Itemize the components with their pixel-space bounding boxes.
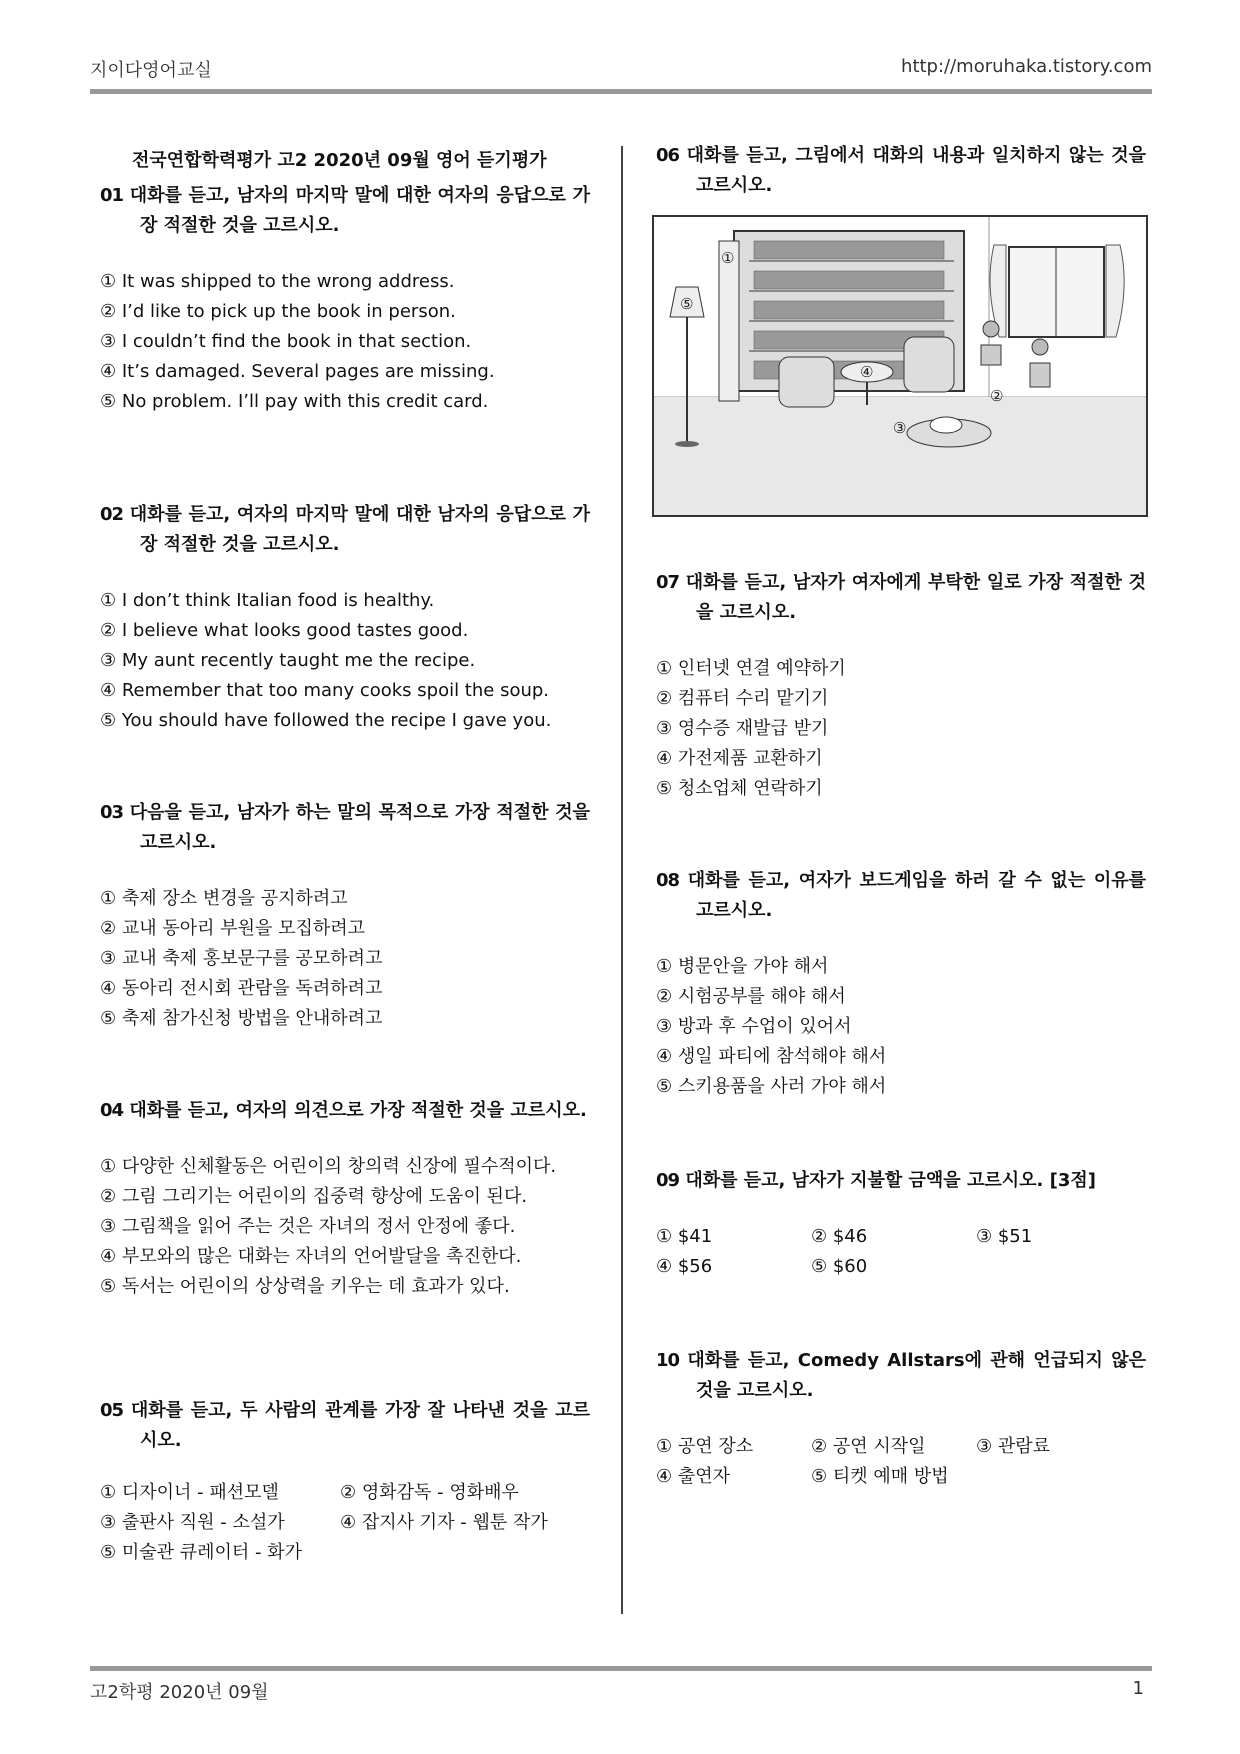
question-6 [656, 141, 1146, 201]
page-number: 1 [1132, 1678, 1144, 1699]
option-2[interactable]: ② 그림 그리기는 어린이의 집중력 향상에 도움이 된다. [100, 1186, 528, 1207]
option-2[interactable]: ② 공연 시작일 [811, 1436, 926, 1457]
header-url[interactable]: http://moruhaka.tistory.com [901, 56, 1152, 77]
question-7 [656, 568, 1146, 804]
question-text: 대화를 듣고, 남자가 여자에게 부탁한 일로 가장 적절한 것을 고르시오. [685, 572, 1146, 623]
option-5[interactable]: ⑤ 스키용품을 사러 가야 해서 [656, 1076, 887, 1097]
option-3[interactable]: ③ 방과 후 수업이 있어서 [656, 1016, 852, 1037]
question-text: 다음을 듣고, 남자가 하는 말의 목적으로 가장 적절한 것을 고르시오. [129, 802, 590, 853]
option-2[interactable]: ② I’d like to pick up the book in person. [100, 301, 456, 322]
marker-3: ③ [893, 419, 907, 437]
option-1[interactable]: ① $41 [656, 1226, 713, 1247]
option-4[interactable]: ④ 가전제품 교환하기 [656, 748, 823, 769]
option-4[interactable]: ④ 부모와의 많은 대화는 자녀의 언어발달을 촉진한다. [100, 1246, 522, 1267]
question-2 [100, 500, 590, 736]
question-number: 05 [100, 1400, 124, 1421]
question-4 [100, 1096, 590, 1302]
exam-title: 전국연합학력평가 고2 2020년 09월 영어 듣기평가 [132, 150, 547, 171]
option-4[interactable]: ④ 잡지사 기자 - 웹툰 작가 [340, 1512, 548, 1533]
option-1[interactable]: ① 공연 장소 [656, 1436, 754, 1457]
option-2[interactable]: ② 시험공부를 해야 해서 [656, 986, 846, 1007]
living-room-illustration [654, 217, 1146, 515]
option-2[interactable]: ② 컴퓨터 수리 맡기기 [656, 688, 829, 709]
column-divider [621, 146, 623, 1614]
option-3[interactable]: ③ $51 [976, 1226, 1033, 1247]
option-5[interactable]: ⑤ 축제 참가신청 방법을 안내하려고 [100, 1008, 383, 1029]
option-2[interactable]: ② 교내 동아리 부원을 모집하려고 [100, 918, 366, 939]
option-3[interactable]: ③ I couldn’t find the book in that section. [100, 331, 472, 352]
question-number: 10 [656, 1350, 680, 1371]
question-number: 03 [100, 802, 124, 823]
window-icon [990, 245, 1124, 337]
question-text: 대화를 듣고, 그림에서 대화의 내용과 일치하지 않는 것을 고르시오. [686, 145, 1146, 196]
option-3[interactable]: ③ 관람료 [976, 1436, 1051, 1457]
question-number: 09 [656, 1170, 680, 1191]
option-5[interactable]: ⑤ You should have followed the recipe I gave you. [100, 710, 552, 731]
option-2[interactable]: ② $46 [811, 1226, 868, 1247]
question-text: 대화를 듣고, 여자의 의견으로 가장 적절한 것을 고르시오. [129, 1100, 587, 1121]
question-number: 06 [656, 145, 680, 166]
marker-2: ② [990, 387, 1004, 405]
question-1 [100, 181, 590, 417]
option-4[interactable]: ④ 생일 파티에 참석해야 해서 [656, 1046, 887, 1067]
question-number: 02 [100, 504, 124, 525]
option-3[interactable]: ③ My aunt recently taught me the recipe. [100, 650, 476, 671]
option-5[interactable]: ⑤ 티켓 예매 방법 [811, 1466, 949, 1487]
marker-4: ④ [860, 363, 874, 381]
question-8 [656, 866, 1146, 1102]
option-3[interactable]: ③ 교내 축제 홍보문구를 공모하려고 [100, 948, 383, 969]
question-text: 대화를 듣고, Comedy Allstars에 관해 언급되지 않은 것을 고르시오. [687, 1350, 1146, 1401]
footer-rule [90, 1666, 1152, 1671]
option-2[interactable]: ② I believe what looks good tastes good. [100, 620, 469, 641]
option-1[interactable]: ① 디자이너 - 패션모델 [100, 1482, 279, 1503]
question-number: 04 [100, 1100, 124, 1121]
option-3[interactable]: ③ 출판사 직원 - 소설가 [100, 1512, 285, 1533]
header-site-name: 지이다영어교실 [90, 60, 212, 81]
option-1[interactable]: ① I don’t think Italian food is healthy. [100, 590, 435, 611]
option-1[interactable]: ① 축제 장소 변경을 공지하려고 [100, 888, 348, 909]
option-4[interactable]: ④ $56 [656, 1256, 713, 1277]
question-text: 대화를 듣고, 여자가 보드게임을 하러 갈 수 없는 이유를 고르시오. [687, 870, 1146, 921]
option-1[interactable]: ① It was shipped to the wrong address. [100, 271, 455, 292]
header-rule [90, 89, 1152, 94]
option-4[interactable]: ④ It’s damaged. Several pages are missing. [100, 361, 495, 382]
marker-1: ① [721, 249, 735, 267]
option-1[interactable]: ① 인터넷 연결 예약하기 [656, 658, 846, 679]
option-1[interactable]: ① 다양한 신체활동은 어린이의 창의력 신장에 필수적이다. [100, 1156, 557, 1177]
footer-exam-label: 고2학평 2020년 09월 [90, 1682, 269, 1703]
option-3[interactable]: ③ 그림책을 읽어 주는 것은 자녀의 정서 안정에 좋다. [100, 1216, 516, 1237]
option-3[interactable]: ③ 영수증 재발급 받기 [656, 718, 829, 739]
option-5[interactable]: ⑤ No problem. I’ll pay with this credit card. [100, 391, 489, 412]
option-4[interactable]: ④ 출연자 [656, 1466, 731, 1487]
question-text: 대화를 듣고, 남자의 마지막 말에 대한 여자의 응답으로 가장 적절한 것을 고르시오. [129, 185, 590, 236]
option-2[interactable]: ② 영화감독 - 영화배우 [340, 1482, 519, 1503]
option-5[interactable]: ⑤ $60 [811, 1256, 868, 1277]
question-number: 08 [656, 870, 680, 891]
question-text: 대화를 듣고, 남자가 지불할 금액을 고르시오. [3점] [685, 1170, 1096, 1191]
option-5[interactable]: ⑤ 미술관 큐레이터 - 화가 [100, 1542, 303, 1563]
option-5[interactable]: ⑤ 독서는 어린이의 상상력을 키우는 데 효과가 있다. [100, 1276, 510, 1297]
marker-5: ⑤ [680, 295, 694, 313]
question-number: 01 [100, 185, 124, 206]
option-4[interactable]: ④ Remember that too many cooks spoil the soup. [100, 680, 550, 701]
question-text: 대화를 듣고, 여자의 마지막 말에 대한 남자의 응답으로 가장 적절한 것을 고르시오. [129, 504, 590, 555]
question-3 [100, 798, 590, 1034]
option-5[interactable]: ⑤ 청소업체 연락하기 [656, 778, 823, 799]
question-6-illustration [652, 215, 1148, 517]
question-9 [656, 1166, 1146, 1282]
question-10 [656, 1346, 1146, 1492]
option-4[interactable]: ④ 동아리 전시회 관람을 독려하려고 [100, 978, 383, 999]
question-text: 대화를 듣고, 두 사람의 관계를 가장 잘 나타낸 것을 고르시오. [130, 1400, 590, 1451]
option-1[interactable]: ① 병문안을 가야 해서 [656, 956, 829, 977]
question-5 [100, 1396, 590, 1568]
question-number: 07 [656, 572, 680, 593]
